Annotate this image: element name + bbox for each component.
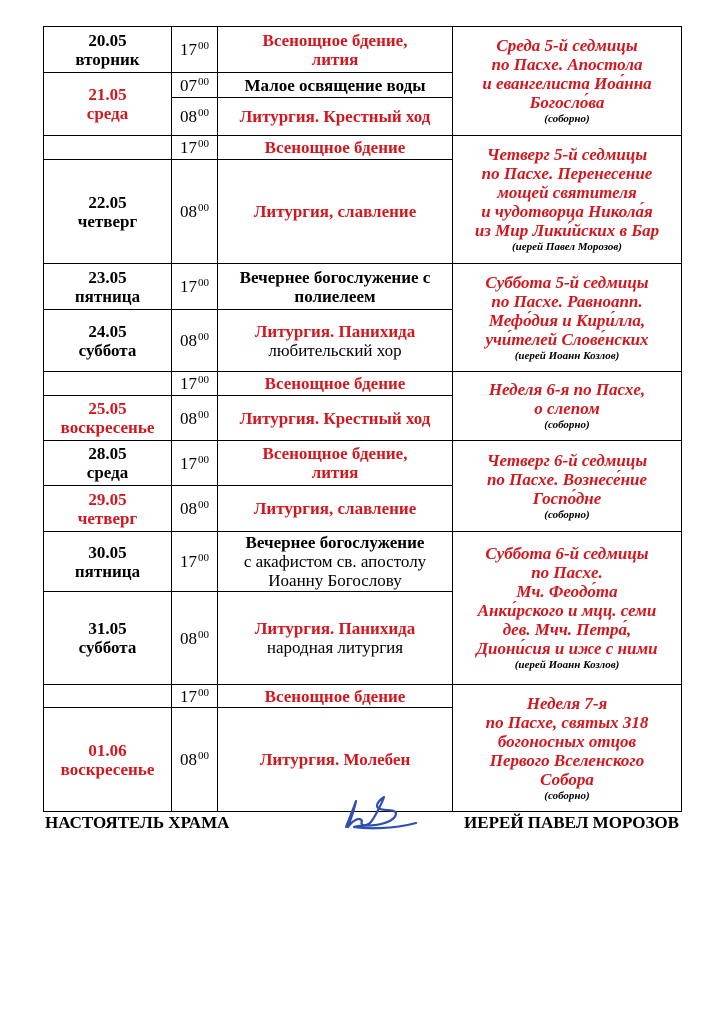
date-cell — [44, 486, 172, 532]
weekday: четверг — [77, 211, 138, 231]
time-cell: $08^{00}$ — [172, 486, 218, 532]
service-cell: Вечернее богослужение с полиелеем — [218, 264, 453, 310]
empty-date-cell — [44, 136, 172, 160]
empty-date-cell — [44, 685, 172, 708]
time-cell: $08^{00}$ — [172, 708, 218, 812]
service-cell: Всенощное бдение — [218, 372, 453, 396]
celebrant: (иерей Иоанн Козлов) — [514, 659, 620, 671]
time-cell: $08^{00}$ — [172, 592, 218, 685]
feast-cell: Неделя 6-я по Пасхе, о слепом (соборно) — [453, 372, 682, 441]
time-cell: $08^{00}$ — [172, 160, 218, 264]
time-cell: $17^{00}$ — [172, 136, 218, 160]
table-row — [44, 136, 682, 160]
weekday: среда — [86, 104, 129, 123]
celebrant: (соборно) — [544, 508, 590, 521]
table-row — [44, 532, 682, 592]
time-cell: $08^{00}$ — [172, 396, 218, 441]
empty-date-cell — [44, 372, 172, 396]
weekday: суббота — [78, 638, 137, 657]
date: 01.06 — [88, 740, 127, 760]
date: 23.05 — [88, 267, 127, 287]
table-row — [44, 264, 682, 310]
feast-cell: Суббота 6-й седмицы по Пасхе. Мч. Феодо́та Анки́рского и мцц. семи дев. Мчч. Петра́, Диони́сия и иже с ними (иерей Иоанн Козлов) — [453, 532, 682, 685]
date-cell — [44, 310, 172, 372]
footer — [45, 809, 679, 839]
feast-cell: Неделя 7-я по Пасхе, святых 318 богоносных отцов Первого Вселенского Собора (соборно) — [453, 685, 682, 812]
rector-title: НАСТОЯТЕЛЬ ХРАМА — [45, 813, 230, 832]
weekday: пятница — [74, 286, 141, 306]
date-cell — [44, 592, 172, 685]
service-cell: Всенощное бдение, лития — [218, 27, 453, 73]
date-cell — [44, 708, 172, 812]
time-cell: $17^{00}$ — [172, 27, 218, 73]
service-cell: Вечернее богослужение с акафистом св. апостолу Иоанну Богослову — [218, 532, 453, 592]
service-cell: Литургия. Крестный ход — [218, 396, 453, 441]
table-row — [44, 27, 682, 73]
service-cell: Всенощное бдение — [218, 685, 453, 708]
schedule-table — [43, 26, 682, 812]
signature — [298, 793, 428, 833]
celebrant: (соборно) — [544, 789, 590, 802]
weekday: воскресенье — [60, 418, 155, 437]
service-cell: Малое освящение воды — [218, 73, 453, 98]
time-cell: $08^{00}$ — [172, 98, 218, 136]
date: 20.05 — [88, 30, 127, 50]
celebrant: (иерей Павел Морозов) — [512, 241, 622, 253]
time-cell: $08^{00}$ — [172, 310, 218, 372]
date-cell — [44, 73, 172, 136]
date: 22.05 — [88, 192, 127, 212]
service-cell: Литургия. Крестный ход — [218, 98, 453, 136]
service-cell: Литургия. Панихида любительский хор — [218, 310, 453, 372]
service-cell: Всенощное бдение, лития — [218, 441, 453, 486]
rector-name: ИЕРЕЙ ПАВЕЛ МОРОЗОВ — [464, 813, 679, 832]
celebrant: (иерей Иоанн Козлов) — [514, 349, 620, 362]
date: 21.05 — [88, 85, 127, 104]
date: 25.05 — [88, 399, 127, 418]
date-cell — [44, 532, 172, 592]
service-cell: Литургия, славление — [218, 486, 453, 532]
table-row — [44, 372, 682, 396]
table-row — [44, 685, 682, 708]
weekday: вторник — [75, 49, 140, 69]
table-row — [44, 441, 682, 486]
weekday: воскресенье — [60, 759, 155, 779]
time-cell: $17^{00}$ — [172, 372, 218, 396]
time-cell: $17^{00}$ — [172, 685, 218, 708]
feast-cell: Четверг 5-й седмицы по Пасхе. Перенесение мощей святителя и чудотворца Никола́я из Мир Лики́йских в Бар (иерей Павел Морозов) — [453, 136, 682, 264]
feast-cell: Четверг 6-й седмицы по Пасхе. Вознесе́ние Госпо́дне (соборно) — [453, 441, 682, 532]
feast-cell: Среда 5-й седмицы по Пасхе. Апостола и евангелиста Иоа́нна Богосло́ва (соборно) — [453, 27, 682, 136]
date-cell — [44, 264, 172, 310]
celebrant: (соборно) — [544, 419, 590, 431]
service-cell: Литургия. Панихида народная литургия — [218, 592, 453, 685]
date: 24.05 — [88, 321, 127, 341]
weekday: среда — [86, 463, 129, 482]
date-cell — [44, 27, 172, 73]
time-cell: $17^{00}$ — [172, 441, 218, 486]
feast-cell: Суббота 5-й седмицы по Пасхе. Равноапп. Мефо́дия и Кири́лла, учи́телей Слове́нских (иерей Иоанн Козлов) — [453, 264, 682, 372]
time-cell: $17^{00}$ — [172, 532, 218, 592]
weekday: четверг — [77, 508, 138, 528]
date: 31.05 — [88, 619, 127, 638]
date: 28.05 — [88, 444, 127, 463]
celebrant: (соборно) — [544, 113, 590, 125]
time-cell: $17^{00}$ — [172, 264, 218, 310]
time-cell: $07^{00}$ — [172, 73, 218, 98]
date-cell — [44, 160, 172, 264]
date: 29.05 — [88, 489, 127, 509]
service-cell: Литургия, славление — [218, 160, 453, 264]
date: 30.05 — [88, 542, 127, 562]
date-cell — [44, 441, 172, 486]
service-cell: Всенощное бдение — [218, 136, 453, 160]
date-cell — [44, 396, 172, 441]
service-cell: Литургия. Молебен — [218, 708, 453, 812]
weekday: суббота — [78, 340, 137, 360]
weekday: пятница — [74, 561, 141, 581]
